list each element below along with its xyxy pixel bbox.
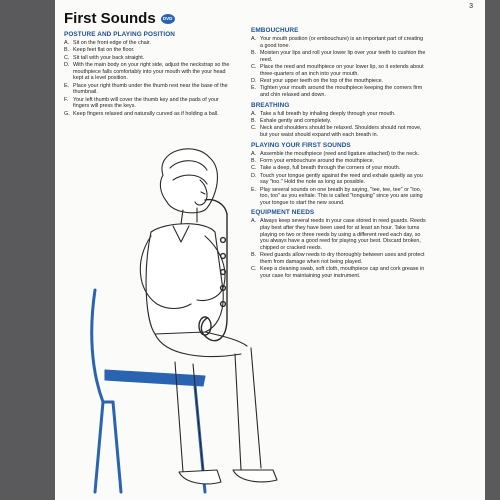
item-text: Sit tall with your back straight. [73,54,145,61]
item-text: Moisten your lips and roll your lower lip over your teeth to cushion the reed. [260,49,426,63]
item-text: Take a deep, full breath through the corners of your mouth. [260,165,401,172]
book-page [55,0,485,500]
instruction-list [251,111,427,139]
list-item [64,62,236,82]
item-text: Keep feet flat on the floor. [73,47,135,54]
item-text: Reed guards allow reeds to dry thoroughly between uses and protect them from damage when not being played. [260,252,425,265]
item-letter: A. [251,36,257,42]
item-letter: D. [251,77,257,84]
item-text: Exhale gently and completely. [260,117,332,124]
item-letter: A. [251,218,257,225]
item-text: Your left thumb will cover the thumb key and the pads of your fingers will press the keys. [73,96,219,110]
item-text: Place the reed and mouthpiece on your lower lip, so it extends about three-quarters of an inch into your mouth. [260,63,424,77]
dvd-badge: DVD [161,14,175,24]
item-letter: D. [64,62,70,69]
item-text: Form your embouchure around the mouthpiece. [260,157,375,164]
item-letter: C. [251,63,257,70]
item-letter: C. [64,54,70,61]
item-text: Rest your upper teeth on the top of the mouthpiece. [260,77,384,84]
instruction-list [64,40,236,117]
section-heading: PLAYING YOUR FIRST SOUNDS [251,141,351,149]
item-letter: E. [64,82,70,89]
item-letter: B. [251,157,257,164]
item-text: Tighten your mouth around the mouthpiece keeping the corners firm and chin relaxed and down. [260,85,423,98]
item-letter: A. [251,150,257,157]
item-letter: B. [251,49,257,56]
item-text: Keep fingers relaxed and naturally curved as if holding a ball. [73,110,219,117]
item-letter: B. [251,117,257,124]
section-heading: EQUIPMENT NEEDS [251,209,315,217]
item-letter: D. [251,172,257,179]
list-item [251,111,427,118]
list-item [64,111,236,118]
item-letter: B. [251,252,257,259]
list-item [251,85,427,98]
item-text: With the main body on your right side, adjust the neckstrap so the mouthpiece falls comfortably into your mouth with the your head kept at a level position. [73,62,230,82]
list-item [251,36,427,49]
list-item [251,64,427,77]
item-letter: C. [251,125,257,132]
item-text: Assemble the mouthpiece (reed and ligature attached) to the neck. [260,150,420,157]
item-text: Your mouth position (or embouchure) is an important part of creating a good tone. [260,36,424,49]
section-heading: POSTURE AND PLAYING POSITION [64,31,175,38]
saxophone-player-illustration [55,140,295,500]
item-text: Sit on the front edge of the chair. [73,40,151,46]
item-text: Touch your tongue gently against the reed and exhale quietly as you say "too." Hold the note as long as possible. [260,172,423,186]
list-item [64,40,236,47]
item-text: Keep a cleaning swab, soft cloth, mouthpiece cap and cork grease in your case for maintaining your instrument. [260,266,425,279]
item-text: Always keep several reeds in your case stored in reed guards. Reeds play best after they have been used for at least an hour. Take turns playing on two or three reeds by using a different reed each day, so you always have a good reed for playing your best. Discard broken, chipped or cracked reeds. [260,218,426,251]
list-item [251,125,427,138]
title-row [64,10,175,27]
item-letter: F. [64,96,69,103]
item-letter: A. [64,40,70,46]
item-text: Take a full breath by inhaling deeply through your mouth. [260,110,396,117]
left-column [64,31,236,118]
item-text: Neck and shoulders should be relaxed. Shoulders should not move, but your waist should expand with each breath in. [260,125,422,138]
item-letter: B. [64,47,70,54]
item-letter: E. [251,186,257,193]
list-item [251,118,427,125]
list-item [64,47,236,54]
section-heading: BREATHING [251,101,290,109]
item-letter: A. [251,110,257,117]
list-item [251,50,427,63]
item-letter: C. [251,266,257,273]
item-text: Play several sounds on one breath by saying, "tee, tee, tee" or "too, too, too" as you exhale. This is called "tonguing" since you are using your tongue to start the new sound. [260,186,423,206]
item-letter: E. [251,85,257,92]
instruction-list [251,36,427,99]
item-letter: G. [64,110,70,117]
list-item [251,78,427,85]
list-item [64,55,236,62]
list-item [64,97,236,110]
page-number: 3 [469,3,473,10]
page-title: First Sounds [64,10,156,27]
item-text: Place your right thumb under the thumb rest near the base of the thumbnail. [73,82,228,96]
section-heading: EMBOUCHURE [251,27,299,34]
list-item [64,83,236,96]
item-letter: C. [251,165,257,172]
